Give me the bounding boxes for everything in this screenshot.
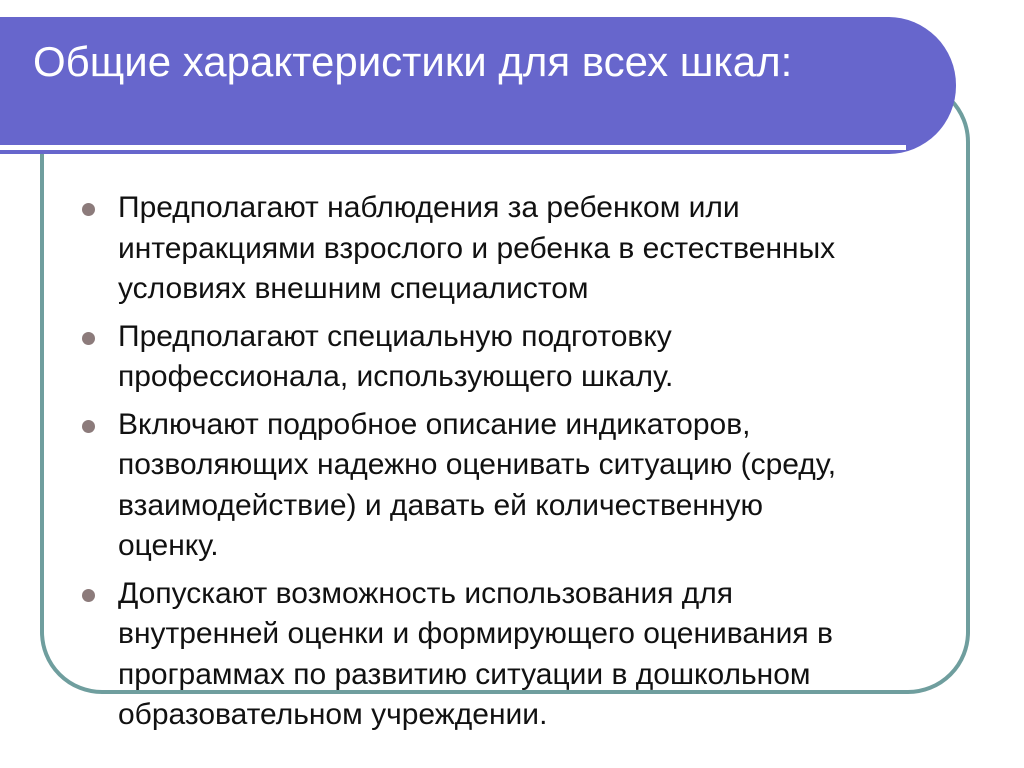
bullet-list <box>80 188 960 743</box>
bullet-line: взаимодействие) и давать ей количественную <box>118 488 763 522</box>
bullet-text <box>118 405 960 567</box>
bullet-line: позволяющих надежно оценивать ситуацию (среду, <box>118 448 837 481</box>
bullet-text <box>118 188 960 310</box>
bullet-item <box>80 574 960 736</box>
title-underline <box>0 145 906 150</box>
bullet-line: Предполагают наблюдения за ребенком или <box>118 191 740 224</box>
bullet-line: профессионала, использующего шкалу. <box>118 360 674 393</box>
title-band <box>0 17 956 154</box>
bullet-item <box>80 317 960 398</box>
bullet-line: оценку. <box>118 529 219 562</box>
bullet-dot-icon <box>82 332 95 345</box>
bullet-dot-icon <box>82 420 95 433</box>
bullet-dot-icon <box>82 203 95 216</box>
bullet-line: Предполагают специальную подготовку <box>118 319 672 353</box>
bullet-dot-icon <box>82 589 95 602</box>
slide-title: Общие характеристики для всех шкал: <box>33 38 793 85</box>
bullet-line: Допускают возможность использования для <box>118 576 734 610</box>
bullet-line: Включают подробное описание индикаторов, <box>118 407 751 441</box>
bullet-line: интеракциями взрослого и ребенка в естественных <box>118 231 836 265</box>
bullet-text <box>118 574 960 736</box>
bullet-line: образовательном учреждении. <box>118 698 548 731</box>
bullet-item <box>80 188 960 310</box>
bullet-line: условиях внешним специалистом <box>118 272 589 305</box>
bullet-line: внутренней оценки и формирующего оценивания в <box>118 617 833 650</box>
bullet-text <box>118 317 960 398</box>
bullet-item <box>80 405 960 567</box>
bullet-line: программах по развитию ситуации в дошкольном <box>118 657 811 691</box>
